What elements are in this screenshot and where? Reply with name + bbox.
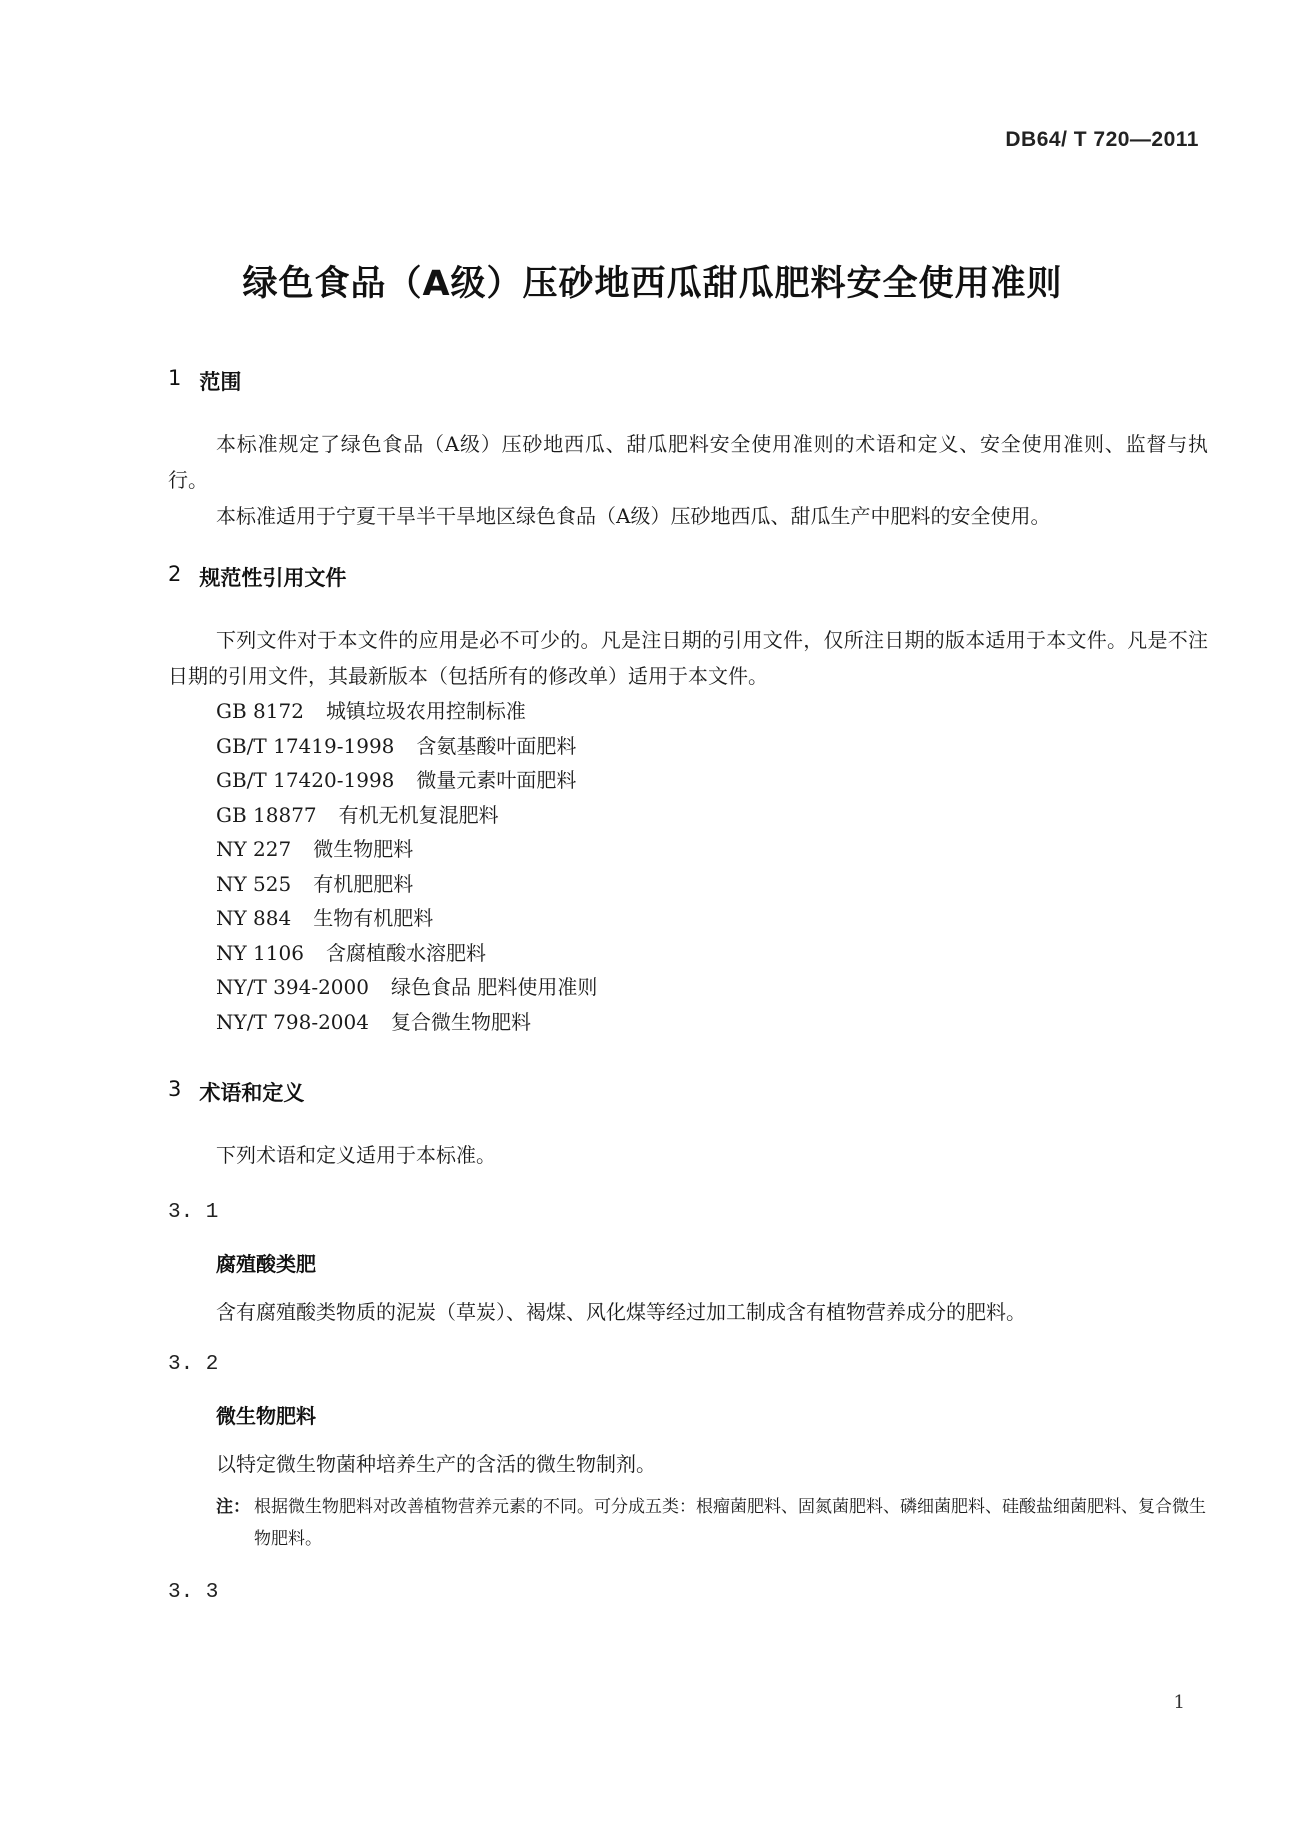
term-entry [168,1581,1208,1604]
reference-code: GB/T 17419-1998 [216,733,395,758]
reference-name: 绿色食品 肥料使用准则 [390,975,598,999]
reference-item [216,936,1208,971]
section-heading [168,1077,1208,1107]
section-heading [168,366,1208,396]
section-title: 范围 [199,370,242,394]
reference-item [216,798,1208,833]
reference-list [168,694,1208,1039]
term-note [216,1491,1208,1555]
reference-name: 含腐植酸水溶肥料 [325,940,486,965]
reference-code: NY 1106 [216,940,304,965]
reference-item [216,763,1208,798]
section-title: 术语和定义 [199,1081,305,1105]
reference-name: 微生物肥料 [313,837,414,861]
reference-code: NY 227 [216,837,292,861]
section-normative-references [168,562,1208,1039]
reference-name: 生物有机肥料 [313,906,434,930]
note-text: 根据微生物肥料对改善植物营养元素的不同。可分成五类：根瘤菌肥料、固氮菌肥料、磷细菌肥料、硅酸盐细菌肥料、复合微生物肥料。 [254,1497,1206,1549]
section-number: 3 [168,1077,182,1101]
paragraph: 本标准适用于宁夏干旱半干旱地区绿色食品（A级）压砂地西瓜、甜瓜生产中肥料的安全使用。 [216,504,1051,528]
term-name: 微生物肥料 [216,1404,316,1428]
standard-code: DB64/ T 720—2011 [1005,128,1199,151]
paragraph: 下列文件对于本文件的应用是必不可少的。凡是注日期的引用文件，仅所注日期的版本适用于本文件。凡是不注日期的引用文件，其最新版本（包括所有的修改单）适用于本文件。 [168,628,1208,688]
term-name: 腐殖酸类肥 [216,1252,316,1276]
reference-item [216,901,1208,936]
section-number: 2 [168,562,182,586]
term-entry [168,1201,1208,1329]
section-terms-and-definitions [168,1077,1208,1604]
section-heading [168,562,1208,592]
reference-item [216,970,1208,1005]
clause-number: 3. 2 [168,1353,219,1376]
section-scope [168,366,1208,534]
reference-name: 城镇垃圾农用控制标准 [325,699,526,723]
reference-name: 微量元素叶面肥料 [416,768,577,792]
reference-code: GB 18877 [216,802,317,827]
term-definition: 以特定微生物菌种培养生产的含活的微生物制剂。 [216,1452,656,1476]
reference-name: 含氨基酸叶面肥料 [416,733,577,758]
reference-code: NY 525 [216,871,292,896]
reference-item [216,694,1208,729]
section-title: 规范性引用文件 [199,566,347,590]
reference-item [216,729,1208,764]
reference-code: NY/T 798-2004 [216,1009,369,1034]
clause-number: 3. 1 [168,1201,219,1224]
document-body [168,366,1208,1630]
document-title: 绿色食品（A级）压砂地西瓜甜瓜肥料安全使用准则 [242,264,1063,304]
section-number: 1 [168,366,182,390]
reference-name: 有机肥肥料 [313,871,414,896]
reference-code: GB 8172 [216,699,304,723]
reference-item [216,867,1208,902]
paragraph: 本标准规定了绿色食品（A级）压砂地西瓜、甜瓜肥料安全使用准则的术语和定义、安全使用准则、监督与执行。 [168,432,1208,492]
reference-code: NY/T 394-2000 [216,975,369,999]
reference-item [216,1005,1208,1040]
reference-name: 复合微生物肥料 [390,1009,531,1034]
term-entry [168,1353,1208,1555]
term-definition: 含有腐殖酸类物质的泥炭（草炭）、褐煤、风化煤等经过加工制成含有植物营养成分的肥料。 [216,1300,1026,1324]
reference-item [216,832,1208,867]
reference-code: GB/T 17420-1998 [216,768,395,792]
note-label: 注： [216,1497,250,1517]
clause-number: 3. 3 [168,1581,219,1604]
reference-name: 有机无机复混肥料 [338,802,499,827]
page-number: 1 [1173,1692,1185,1713]
paragraph: 下列术语和定义适用于本标准。 [216,1143,496,1167]
reference-code: NY 884 [216,906,292,930]
